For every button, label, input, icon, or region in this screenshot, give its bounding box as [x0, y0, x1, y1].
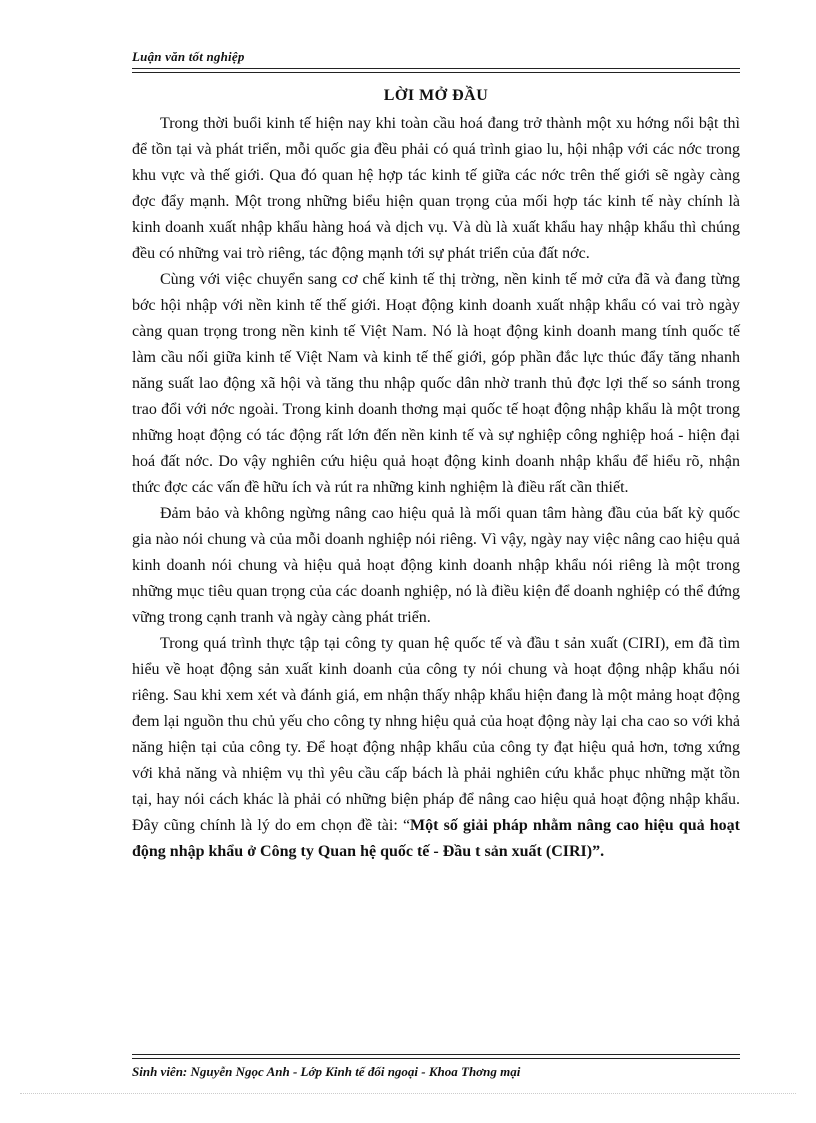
page-title: LỜI MỞ ĐẦU: [383, 87, 489, 104]
thesis-topic-end: ”.: [592, 843, 605, 860]
page-edge-divider: [20, 1093, 796, 1094]
header-rule-thick: [132, 68, 740, 69]
document-body: [132, 111, 740, 865]
thesis-topic-title: Một số giải pháp nhằm nâng cao hiệu quả hoạt động nhập khẩu ở Công ty Quan hệ quốc tế - Đầu t sản xuất (CIRI): [132, 817, 740, 860]
footer-rule-thin: [132, 1054, 740, 1055]
paragraph-4-text: Trong quá trình thực tập tại công ty quan hệ quốc tế và đầu t sản xuất (CIRI), em đã tìm hiểu về hoạt động sản xuất kinh doanh của công ty nói chung và hoạt động nhập khẩu nói riêng. Sau khi xem xét và đánh giá, em nhận thấy nhập khẩu hiện đang là một mảng hoạt động đem lại nguồn thu chủ yếu cho công ty nhng hiệu quả của hoạt động này lại cha cao so với khả năng hiện tại của công ty. Để hoạt động nhập khẩu của công ty đạt hiệu quả hơn, tơng xứng với khả năng và nhiệm vụ thì yêu cầu cấp bách là phải nghiên cứu khắc phục những mặt tồn tại, hay nói cách khác là phải có những biện pháp để nâng cao hiệu quả hoạt động nhập khẩu. Đây cũng chính là lý do em chọn đề tài: “: [132, 635, 740, 834]
header-rule-thin: [132, 72, 740, 73]
paragraph-3: Đảm bảo và không ngừng nâng cao hiệu quả là mối quan tâm hàng đầu của bất kỳ quốc gia nào nói chung và của mỗi doanh nghiệp nói riêng. Vì vậy, ngày nay việc nâng cao hiệu quả kinh doanh nói chung và hiệu quả hoạt động kinh doanh nhập khẩu nói riêng là một trong những mục tiêu quan trọng của các doanh nghiệp, nó là điều kiện để doanh nghiệp có thể đứng vững trong cạnh tranh và ngày càng phát triển.: [132, 505, 740, 626]
page-footer-text: Sinh viên: Nguyễn Ngọc Anh - Lớp Kinh tế đối ngoại - Khoa Thơng mại: [132, 1064, 521, 1079]
paragraph-1: Trong thời buổi kinh tế hiện nay khi toàn cầu hoá đang trở thành một xu hớng nổi bật thì để tồn tại và phát triển, mỗi quốc gia đều phải có quá trình giao lu, hội nhập với các nớc trong khu vực và thế giới. Qua đó quan hệ hợp tác kinh tế giữa các nớc trên thế giới sẽ ngày càng đợc đẩy mạnh. Một trong những biểu hiện quan trọng của mối hợp tác kinh tế này chính là kinh doanh xuất nhập khẩu hàng hoá và dịch vụ. Và dù là xuất khẩu hay nhập khẩu thì chúng đều có những vai trò riêng, tác động mạnh tới sự phát triển của đất nớc.: [132, 115, 740, 262]
page-header-text: Luận văn tốt nghiệp: [132, 49, 245, 64]
footer-rule-thick: [132, 1058, 740, 1059]
paragraph-4: [132, 631, 740, 865]
paragraph-2: Cùng với việc chuyển sang cơ chế kinh tế thị trờng, nền kinh tế mở cửa đã và đang từng bớc hội nhập với nền kinh tế thế giới. Hoạt động kinh doanh xuất nhập khẩu có vai trò ngày càng quan trọng trong nền kinh tế Việt Nam. Nó là hoạt động kinh doanh mang tính quốc tế làm cầu nối giữa kinh tế Việt Nam và kinh tế thế giới, góp phần đắc lực thúc đẩy tăng nhanh năng suất lao động xã hội và tăng thu nhập quốc dân nhờ tranh thủ đợc lợi thế so sánh trong trao đổi với nớc ngoài. Trong kinh doanh thơng mại quốc tế hoạt động nhập khẩu là một trong những hoạt động có tác động rất lớn đến nền kinh tế và sự nghiệp công nghiệp hoá - hiện đại hoá đất nớc. Do vậy nghiên cứu hiệu quả hoạt động kinh doanh nhập khẩu để hiểu rõ, nhận thức đợc các vấn đề hữu ích và rút ra những kinh nghiệm là điều rất cần thiết.: [132, 271, 740, 496]
